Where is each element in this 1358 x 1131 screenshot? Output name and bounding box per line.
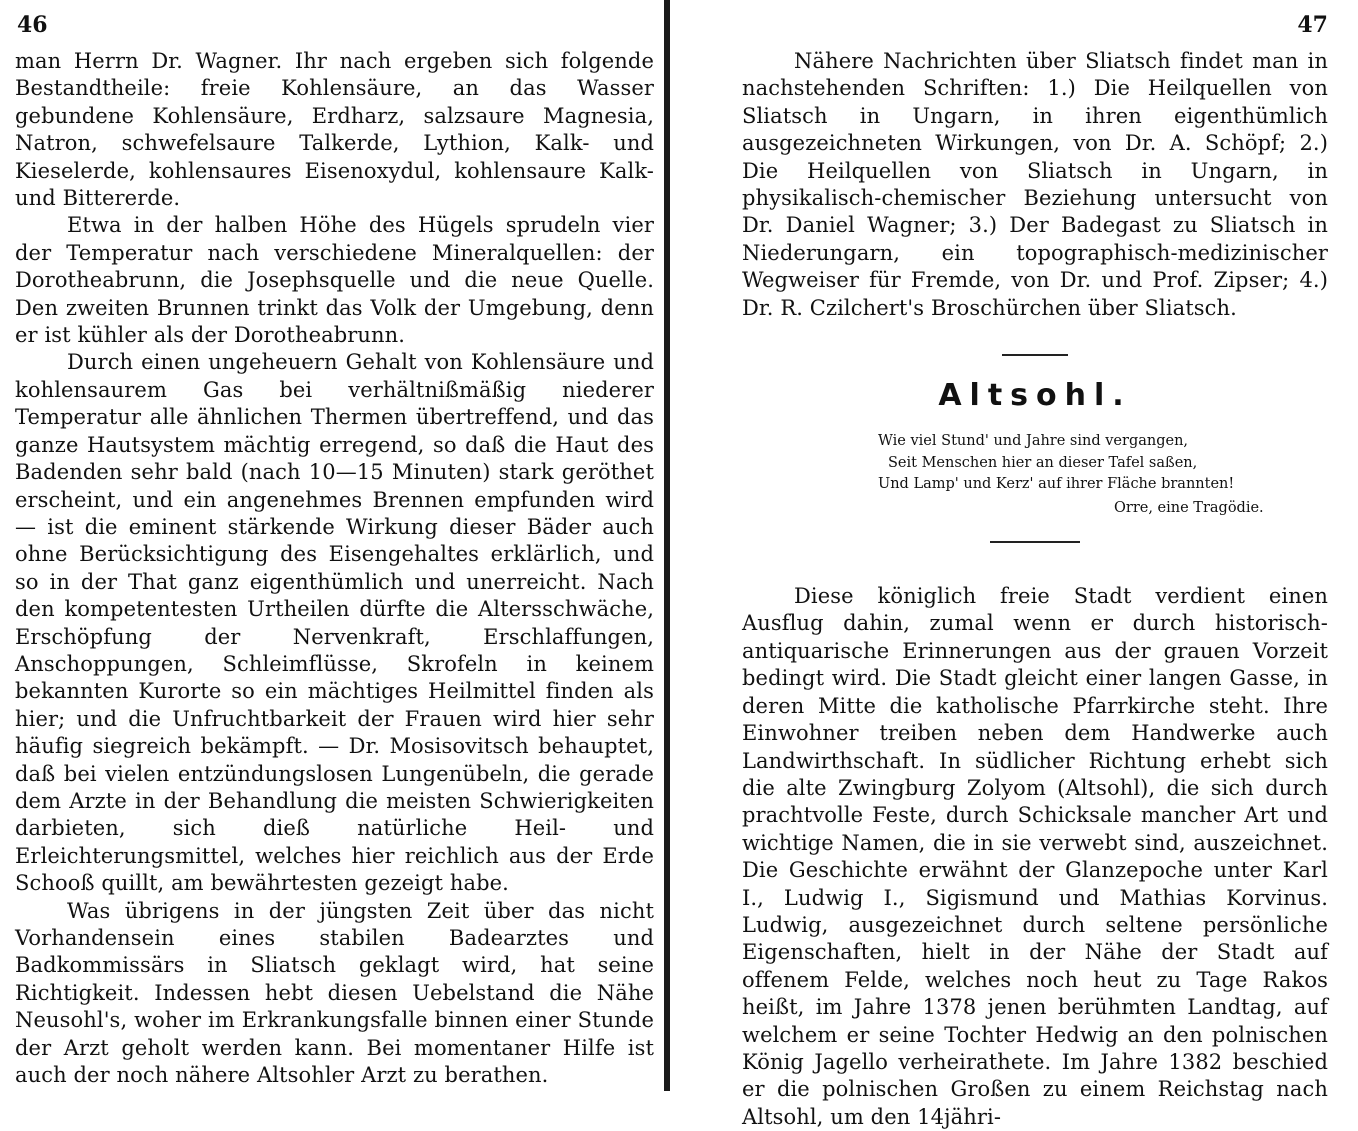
section-heading: Altsohl. bbox=[938, 378, 1132, 414]
left-page bbox=[0, 0, 664, 1091]
right-page-body bbox=[742, 583, 1328, 1131]
epigraph bbox=[742, 431, 1328, 519]
paragraph: Diese königlich freie Stadt verdient einen Ausflug dahin, zumal wenn er durch historisch-antiquarische Erinnerungen aus der grauen Vorzeit bedingt wird. Die Stadt gleicht einer langen Gasse, in deren Mitte die katholische Pfarrkirche steht. Ihre Einwohner treiben neben dem Handwerke auch Landwirthschaft. In südlicher Richtung erhebt sich die alte Zwingburg Zolyom (Altsohl), die sich durch prachtvolle Feste, durch Schicksale mancher Art und wichtige Namen, die in sie verwebt sind, auszeichnet. Die Geschichte erwähnt der Glanzepoche unter Karl I., Ludwig I., Sigismund und Mathias Korvinus. Ludwig, ausgezeichnet durch seltene persönliche Eigenschaften, hielt in der Nähe der Stadt auf offenem Felde, welches noch heut zu Tage Rakos heißt, im Jahre 1378 jenen berühmten Landtag, auf welchem er seine Tochter Hedwig an den polnischen König Jagello verheirathete. Im Jahre 1382 beschied er die polnischen Großen zu einem Reichstag nach Altsohl, um den 14jähri- bbox=[742, 584, 1328, 1129]
paragraph: Was übrigens in der jüngsten Zeit über das nicht Vorhandensein eines stabilen Badearztes und Badkommissärs in Sliatsch geklagt wird, hat seine Richtigkeit. Indessen hebt diesen Uebelstand die Nähe Neusohl's, woher im Erkrankungsfalle binnen einer Stunde der Arzt geholt werden kann. Bei momentaner Hilfe ist auch der noch nähere Altsohler Arzt zu berathen. bbox=[15, 898, 654, 1088]
page-number-left: 46 bbox=[17, 12, 48, 38]
right-page-intro bbox=[742, 48, 1328, 322]
epigraph-line: Seit Menschen hier an dieser Tafel saßen, bbox=[888, 454, 1198, 471]
paragraph: man Herrn Dr. Wagner. Ihr nach ergeben sich folgende Bestandtheile: freie Kohlensäure, an das Wasser gebundene Kohlensäure, Erdharz, salzsaure Magnesia, Natron, schwefelsaure Talkerde, Lythion, Kalk- und Kieselerde, kohlensaures Eisenoxydul, kohlensaure Kalk- und Bittererde. bbox=[15, 49, 654, 211]
section-divider bbox=[1002, 354, 1068, 356]
epigraph-attribution: Orre, eine Tragödie. bbox=[1114, 499, 1264, 516]
epigraph-line: Und Lamp' und Kerz' auf ihrer Fläche brannten! bbox=[878, 476, 1235, 493]
right-page bbox=[672, 0, 1358, 1129]
left-page-body bbox=[15, 48, 654, 1089]
paragraph: Nähere Nachrichten über Sliatsch findet man in nachstehenden Schriften: 1.) Die Heilquellen von Sliatsch in Ungarn, in ihren eigenthümlich ausgezeichneten Wirkungen, von Dr. A. Schöpf; 2.) Die Heilquellen von Sliatsch in Ungarn, in physikalisch-chemischer Beziehung untersucht von Dr. Daniel Wagner; 3.) Der Badegast zu Sliatsch in Niederungarn, ein topographisch-medizinischer Wegweiser für Fremde, von Dr. und Prof. Zipser; 4.) Dr. R. Czilchert's Broschürchen über Sliatsch. bbox=[742, 49, 1328, 320]
book-gutter bbox=[664, 0, 670, 1091]
paragraph: Etwa in der halben Höhe des Hügels sprudeln vier der Temperatur nach verschiedene Mineralquellen: der Dorotheabrunn, die Josephsquelle und die neue Quelle. Den zweiten Brunnen trinkt das Volk der Umgebung, denn er ist kühler als der Dorotheabrunn. bbox=[15, 213, 654, 348]
page-number-right: 47 bbox=[1297, 12, 1328, 38]
epigraph-line: Wie viel Stund' und Jahre sind vergangen, bbox=[878, 433, 1189, 450]
paragraph: Durch einen ungeheuern Gehalt von Kohlensäure und kohlensaurem Gas bei verhältnißmäßig niederer Temperatur alle ähnlichen Thermen übertreffend, und das ganze Hautsystem mächtig erregend, so daß die Haut des Badenden sehr bald (nach 10—15 Minuten) stark geröthet erscheint, und ein angenehmes Brennen empfunden wird — ist die eminent stärkende Wirkung dieser Bäder auch ohne Berücksichtigung des Eisengehaltes erklärlich, und so in der That ganz eigenthümlich und unerreicht. Nach den kompetentesten Urtheilen dürfte die Altersschwäche, Erschöpfung der Nervenkraft, Erschlaffungen, Anschoppungen, Schleimflüsse, Skrofeln in keinem bekannten Kurorte so ein mächtiges Heilmittel finden als hier; und die Unfruchtbarkeit der Frauen wird hier sehr häufig siegreich bekämpft. — Dr. Mosisovitsch behauptet, daß bei vielen entzündungslosen Lungenübeln, die gerade dem Arzte in der Behandlung die meisten Schwierigkeiten darbieten, sich dieß natürliche Heil- und Erleichterungsmittel, welches hier reichlich aus der Erde Schooß quillt, am bewährtesten gezeigt habe. bbox=[15, 350, 654, 896]
section-divider bbox=[990, 541, 1080, 543]
